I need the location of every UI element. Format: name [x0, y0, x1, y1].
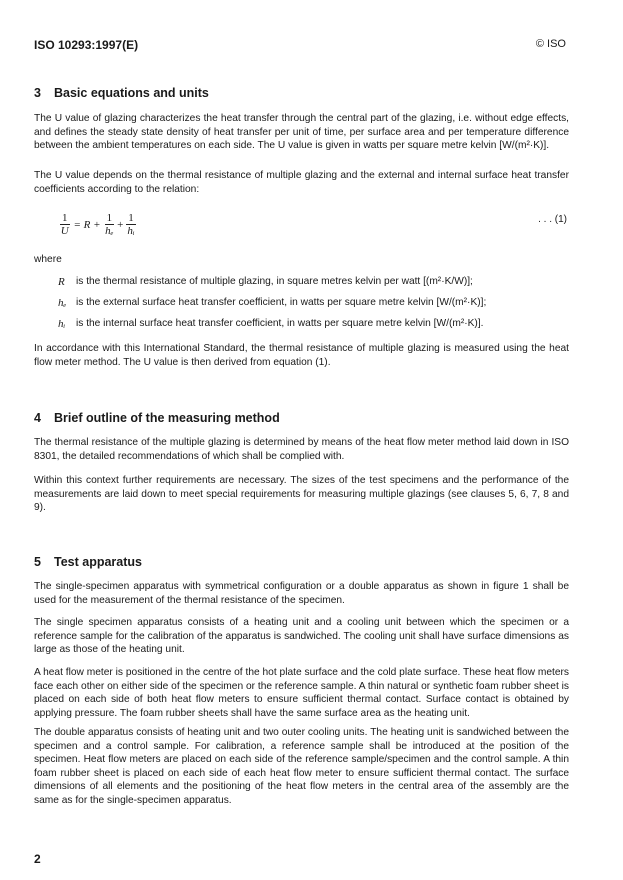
section-3-heading — [34, 86, 209, 100]
paragraph: The U value of glazing characterizes the heat transfer through the central part of the glazing, i.e. without edge effects, and defines the steady state density of heat transfer per unit of time, per surface area and per temperature difference between the ambient temperatures on each side. The U value is given in watts per square metre kelvin [W/(m²·K)]. — [34, 113, 569, 152]
paragraph: The single specimen apparatus consists of a heating unit and a cooling unit between which the specimen or a reference sample for the calibration of the apparatus is sandwiched. The cooling unit shall have surface dimensions as large as those of the heating unit. — [34, 617, 569, 656]
definition-item — [58, 276, 473, 288]
section-title: Test apparatus — [54, 555, 142, 569]
definition-symbol: hᵢ — [58, 318, 66, 330]
section-number: 4 — [34, 411, 41, 425]
fraction: $\frac{1}{U}$ — [60, 212, 69, 237]
definition-item — [58, 318, 483, 330]
page-number: 2 — [34, 852, 41, 866]
section-5-heading — [34, 555, 142, 569]
document-id: ISO 10293:1997(E) — [34, 38, 139, 52]
definition-text: is the external surface heat transfer coefficient, in watts per square metre kelvin [W/(m²·K)]; — [76, 297, 487, 308]
paragraph: The single-specimen apparatus with symmetrical configuration or a double apparatus as shown in figure 1 shall be used for the measurement of the thermal resistance of the specimen. — [34, 581, 569, 606]
definition-symbol: hₑ — [58, 297, 67, 309]
fraction: $\frac{1}{\text{hₑ}}$ — [105, 212, 114, 237]
equation-number: . . . (1) — [538, 214, 567, 225]
fraction: $\frac{1}{\text{hᵢ}}$ — [127, 212, 135, 237]
section-number: 3 — [34, 86, 41, 100]
paragraph: The thermal resistance of the multiple glazing is determined by means of the heat flow meter method laid down in ISO 8301, the detailed recommendations of which shall be complied with. — [34, 437, 569, 462]
paragraph: In accordance with this International Standard, the thermal resistance of multiple glazing is measured using the heat flow meter method. The U value is then derived from equation (1). — [34, 343, 569, 368]
section-4-heading — [34, 411, 280, 425]
definition-symbol: R — [58, 276, 65, 288]
section-title: Brief outline of the measuring method — [54, 411, 280, 425]
paragraph: The double apparatus consists of heating unit and two outer cooling units. The heating unit is sandwiched between the specimen and a control sample. For calibration, a reference sample shall be introduced at the position of the specimen. Heat flow meters are placed on each side of the reference sample/specimen and the control sample. A thin foam rubber sheet is placed on each side of each heat flow meter to ensure sufficient thermal contact. The surface dimensions of all elements and the positioning of the heat flow meters in the central area of the assembly are the same as for the single-specimen apparatus. — [34, 727, 569, 806]
paragraph: Within this context further requirements are necessary. The sizes of the test specimens and the performance of the measurements are laid down to meet special requirements for measuring multiple glazings (see clauses 5, 6, 7, 8 and 9). — [34, 475, 569, 514]
paragraph: A heat flow meter is positioned in the centre of the hot plate surface and the cold plate surface. These heat flow meters face each other on either side of the specimen or the reference sample. A thin natural or synthetic foam rubber sheet is placed on each side of both heat flow meters to ensure sufficient thermal contact. Surface contact is obtained by applying pressure. The foam rubber sheets shall have the same surface area as the heating unit. — [34, 667, 569, 719]
where-label: where — [34, 254, 62, 265]
equation — [58, 212, 138, 238]
section-title: Basic equations and units — [54, 86, 209, 100]
definition-item — [58, 297, 486, 309]
section-number: 5 — [34, 555, 41, 569]
definition-text: is the thermal resistance of multiple glazing, in square metres kelvin per watt [(m²·K/W)]; — [76, 276, 473, 287]
definition-text: is the internal surface heat transfer coefficient, in watts per square metre kelvin [W/(m²·K)]. — [76, 318, 484, 329]
equation-operator: + — [117, 219, 124, 231]
equation-operator: = R + — [73, 219, 101, 231]
paragraph: The U value depends on the thermal resistance of multiple glazing and the external and internal surface heat transfer coefficients according to the relation: — [34, 170, 569, 195]
copyright-notice: © ISO — [535, 38, 566, 50]
